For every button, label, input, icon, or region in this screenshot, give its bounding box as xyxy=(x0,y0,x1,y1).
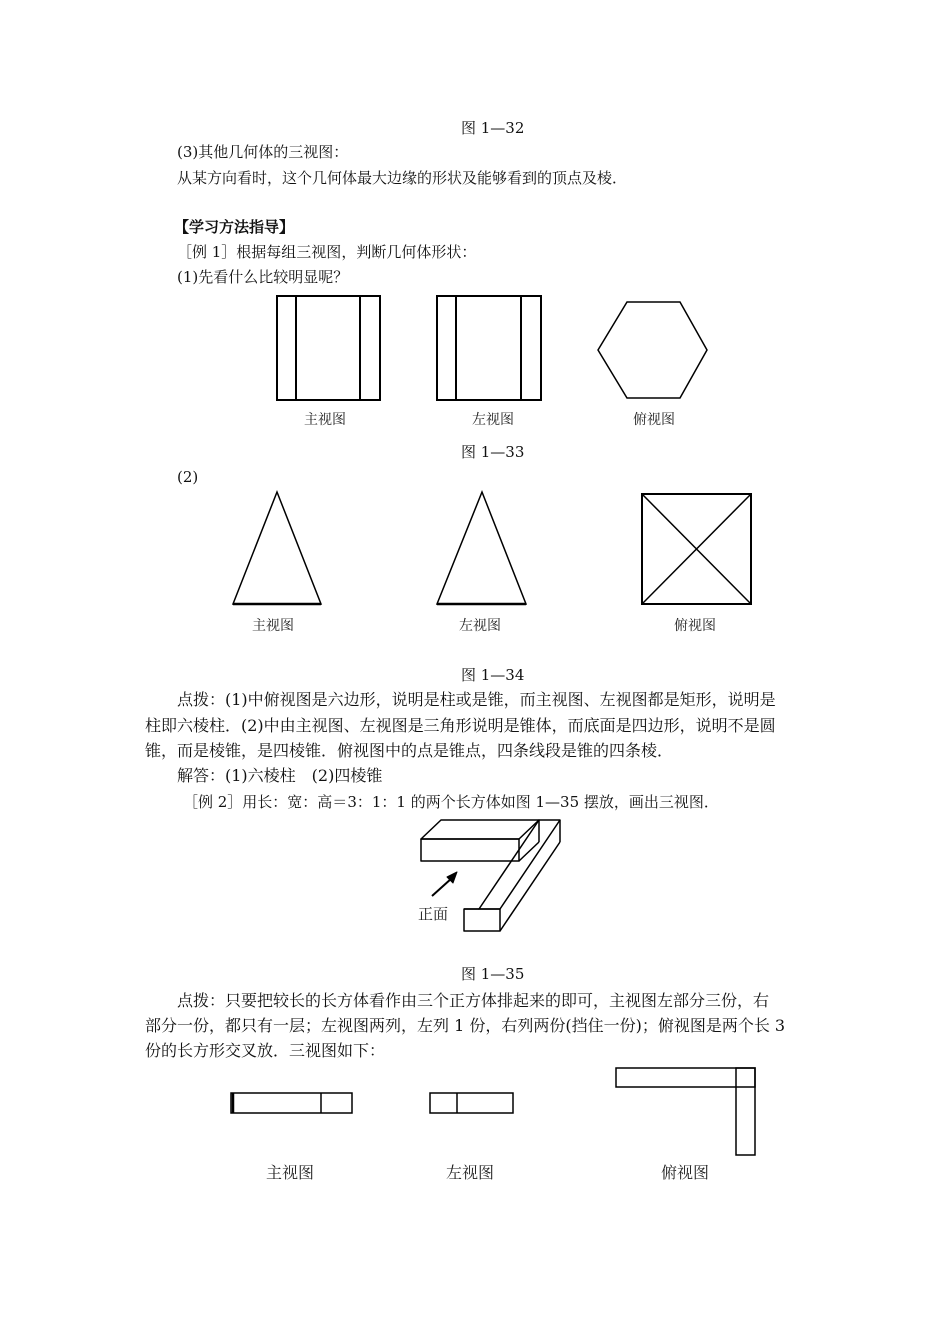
hint-1-line-3: 锥，而是棱锥，是四棱锥．俯视图中的点是锥点，四条线段是锥的四条棱． xyxy=(145,741,674,760)
hint-2-line-1: 点拨：只要把较长的长方体看作由三个正方体排起来的即可，主视图左部分三份，右 xyxy=(177,991,770,1010)
final-top-view-horizontal xyxy=(616,1068,755,1087)
figure-caption-1-33: 图 1—33 xyxy=(461,443,525,461)
final-left-view xyxy=(430,1093,513,1113)
final-left-view-label: 左视图 xyxy=(446,1163,495,1182)
example-1-title: ［例 1］根据每组三视图，判断几何体形状： xyxy=(177,243,477,261)
fig33-front-view-label: 主视图 xyxy=(304,412,346,428)
method-heading: 【学习方法指导】 xyxy=(174,218,295,236)
example-2-title: ［例 2］用长：宽：高＝3：1：1 的两个长方体如图 1—35 摆放，画出三视图． xyxy=(183,793,719,811)
example-1-part-2: (2) xyxy=(177,468,199,486)
final-front-view-label: 主视图 xyxy=(266,1163,315,1182)
figure-caption-1-32: 图 1—32 xyxy=(461,119,525,137)
hint-2-line-3: 份的长方形交叉放．三视图如下： xyxy=(145,1041,386,1060)
fig33-top-view-label: 俯视图 xyxy=(633,412,675,428)
final-top-view-vertical xyxy=(736,1068,755,1155)
hint-1-line-2: 柱即六棱柱．(2)中由主视图、左视图是三角形说明是锥体，而底面是四边形，说明不是圆 xyxy=(145,716,776,735)
hint-1-line-1: 点拨：(1)中俯视图是六边形，说明是柱或是锥，而主视图、左视图都是矩形，说明是 xyxy=(177,690,776,709)
fig34-top-view-label: 俯视图 xyxy=(674,618,716,634)
fig34-left-view-label: 左视图 xyxy=(459,618,501,634)
final-front-view xyxy=(231,1093,352,1113)
example-1-part-1: (1)先看什么比较明显呢？ xyxy=(177,268,349,286)
front-direction-label: 正面 xyxy=(418,905,449,923)
figure-caption-1-34: 图 1—34 xyxy=(461,666,525,684)
fig34-front-view-label: 主视图 xyxy=(252,618,294,634)
section-3-text: 从某方向看时，这个几何体最大边缘的形状及能够看到的顶点及棱． xyxy=(177,169,628,187)
fig33-left-view-label: 左视图 xyxy=(472,412,514,428)
answer-1: 解答：(1)六棱柱 (2)四棱锥 xyxy=(177,766,383,785)
hint-2-line-2: 部分一份，都只有一层；左视图两列，左列 1 份，右列两份(挡住一份)；俯视图是两个长 3 xyxy=(145,1016,786,1035)
figure-caption-1-35: 图 1—35 xyxy=(461,965,525,983)
section-3-title: (3)其他几何体的三视图： xyxy=(177,143,349,161)
final-top-view-label: 俯视图 xyxy=(661,1163,710,1182)
